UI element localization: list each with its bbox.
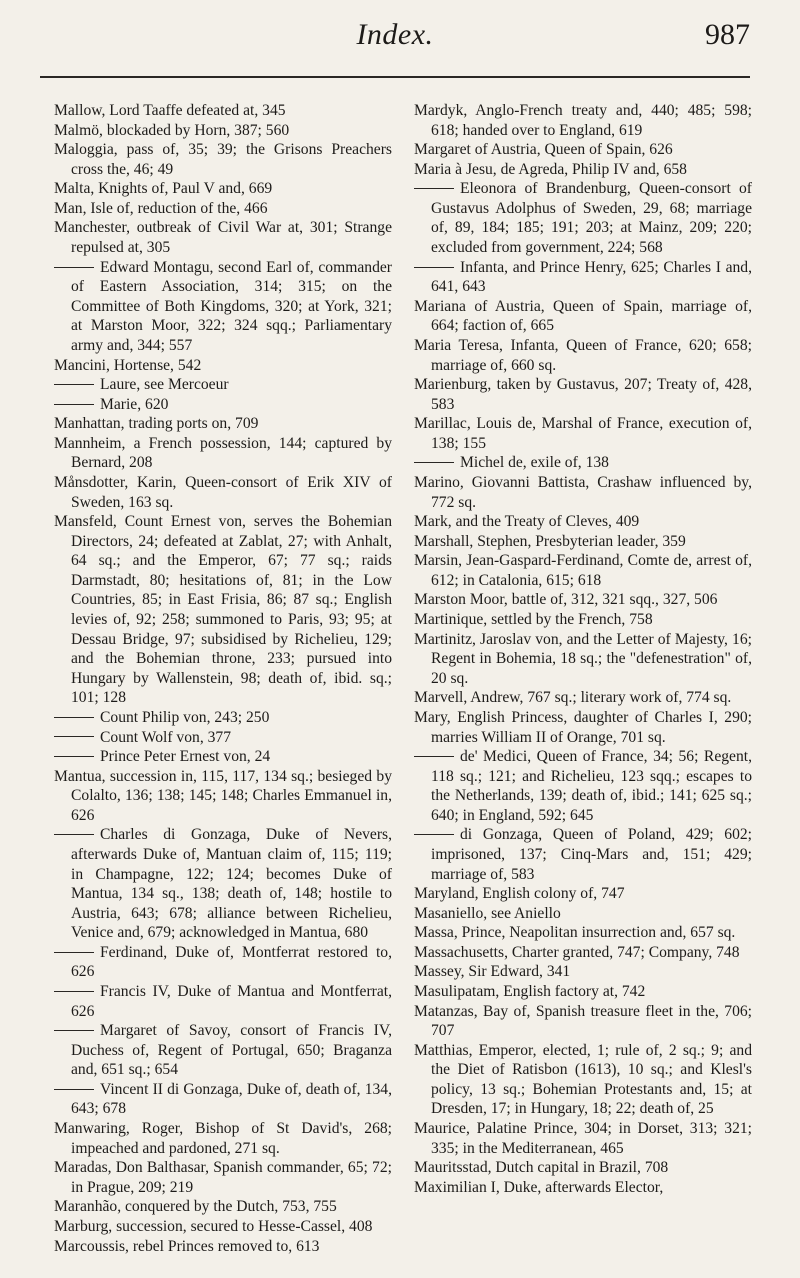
index-entry [414,688,752,708]
entry-text: Infanta, and Prince Henry, 625; Charles I and, 641, 643 [431,258,752,296]
repeat-dash [54,384,94,385]
page-number: 987 [705,18,750,51]
entry-text: Charles di Gonzaga, Duke of Nevers, afterwards Duke of, Mantuan claim of, 115; 119; in Champagne, 122; 124; becomes Duke of Mantua, 134 sq., 138; death of, 148; hostile to Austria, 643; 678; alliance between Richelieu, Venice and, 679; acknowledged in Mantua, 680 [71,826,392,942]
entry-text: Count Wolf von, 377 [100,728,232,746]
index-entry [414,1041,752,1119]
index-entry [54,179,392,199]
index-subentry [414,258,752,297]
entry-text: Count Philip von, 243; 250 [100,708,270,726]
index-subentry [54,375,392,395]
entry-text: Martinitz, Jaroslav von, and the Letter of Majesty, 16; Regent in Bohemia, 18 sq.; the "defenestration" of, 20 sq. [414,630,752,687]
index-entry [54,1197,392,1217]
index-entry [54,199,392,219]
page-title: Index. [356,18,434,51]
repeat-dash [54,717,94,718]
index-subentry [54,825,392,942]
entry-text: Månsdotter, Karin, Queen-consort of Erik XIV of Sweden, 163 sq. [54,473,392,511]
index-entry [414,982,752,1002]
entry-text: Marburg, succession, secured to Hesse-Cassel, 408 [54,1217,373,1235]
entry-text: Maryland, English colony of, 747 [414,885,625,903]
index-entry [414,473,752,512]
entry-text: Manwaring, Roger, Bishop of St David's, 268; impeached and pardoned, 271 sq. [54,1120,392,1157]
entry-text: de' Medici, Queen of France, 34; 56; Regent, 118 sq.; 121; and Richelieu, 123 sqq.; escapes to the Netherlands, 139; death of, ibid.; 141; 625 sq.; 640; in England, 592; 645 [431,748,752,824]
entry-text: Eleonora of Brandenburg, Queen-consort of Gustavus Adolphus of Sweden, 29, 68; marriage of, 89, 184; 185; 191; 203; at Mainz, 209; 220; excluded from government, 224; 568 [431,180,752,257]
entry-text: Mardyk, Anglo-French treaty and, 440; 485; 598; 618; handed over to England, 619 [414,102,752,139]
index-entry [54,140,392,179]
repeat-dash [54,1089,94,1090]
entry-text: Massey, Sir Edward, 341 [414,963,571,981]
repeat-dash [54,404,94,405]
repeat-dash [414,188,454,189]
index-subentry [54,943,392,982]
entry-text: Maximilian I, Duke, afterwards Elector, [414,1178,664,1196]
repeat-dash [54,1030,94,1031]
entry-text: di Gonzaga, Queen of Poland, 429; 602; imprisoned, 137; Cinq-Mars and, 151; 429; marriage of, 583 [431,826,752,883]
index-entry [414,943,752,963]
entry-text: Margaret of Austria, Queen of Spain, 626 [414,141,673,159]
repeat-dash [414,834,454,835]
entry-text: Marillac, Louis de, Marshal of France, execution of, 138; 155 [414,415,752,452]
entry-text: Mansfeld, Count Ernest von, serves the Bohemian Directors, 24; defeated at Zablat, 27; with Anhalt, 64 sq.; and the Emperor, 67; 77 sq.; raids Darmstadt, 80; hesitations of, 81; in the Low Countries, 85; in East Frisia, 86; 87 sq.; English levies of, 92; 258; summoned to Paris, 93; 95; at Dessau Bridge, 97; subsidised by Richelieu, 129; and the Bohemian throne, 233; pursued into Hungary by Wallenstein, 98; death of, ibid. sq.; 101; 128 [54,513,392,707]
index-column-right [414,101,752,1197]
index-column-left [54,101,392,1256]
index-entry [414,140,752,160]
entry-text: Edward Montagu, second Earl of, commander of Eastern Association, 314; 315; on the Committee of Both Kingdoms, 320; at York, 321; at Marston Moor, 322; 324 sqq.; Parliamentary army and, 344; 557 [71,258,392,354]
entry-text: Marienburg, taken by Gustavus, 207; Treaty of, 428, 583 [414,376,752,413]
entry-text: Maradas, Don Balthasar, Spanish commander, 65; 72; in Prague, 209; 219 [54,1159,392,1196]
entry-text: Mannheim, a French possession, 144; captured by Bernard, 208 [54,434,392,472]
index-entry [414,336,752,375]
header-rule [40,76,750,78]
repeat-dash [54,991,94,992]
index-entry [414,1158,752,1178]
entry-text: Mallow, Lord Taaffe defeated at, 345 [54,102,286,119]
index-entry [54,414,392,434]
index-subentry [54,395,392,415]
entry-text: Mary, English Princess, daughter of Charles I, 290; marries William II of Orange, 701 sq. [414,708,752,746]
index-subentry [54,728,392,748]
index-entry [414,532,752,552]
entry-text: Manhattan, trading ports on, 709 [54,415,259,433]
index-entry [54,121,392,141]
index-subentry [414,747,752,825]
index-entry [414,904,752,924]
index-entry [54,101,392,121]
entry-text: Maria Teresa, Infanta, Queen of France, 620; 658; marriage of, 660 sq. [414,336,752,374]
entry-text: Prince Peter Ernest von, 24 [100,748,271,766]
entry-text: Michel de, exile of, 138 [460,454,609,472]
index-entry [414,630,752,689]
entry-text: Maranhão, conquered by the Dutch, 753, 755 [54,1198,337,1216]
index-entry [414,962,752,982]
index-entry [54,356,392,376]
index-entry [54,767,392,826]
page-header [40,18,750,80]
index-entry [414,923,752,943]
entry-text: Matanzas, Bay of, Spanish treasure fleet in the, 706; 707 [414,1002,752,1040]
entry-text: Malta, Knights of, Paul V and, 669 [54,180,273,198]
entry-text: Mantua, succession in, 115, 117, 134 sq.; besieged by Colalto, 136; 138; 145; 148; Charles Emmanuel in, 626 [54,767,392,824]
entry-text: Mauritsstad, Dutch capital in Brazil, 708 [414,1159,669,1177]
index-entry [54,1119,392,1158]
index-entry [414,884,752,904]
index-subentry [54,708,392,728]
entry-text: Marvell, Andrew, 767 sq.; literary work of, 774 sq. [414,689,732,707]
repeat-dash [414,756,454,757]
index-entry [54,1217,392,1237]
index-entry [54,512,392,708]
repeat-dash [54,267,94,268]
index-subentry [54,1021,392,1080]
index-subentry [54,1080,392,1119]
entry-text: Mancini, Hortense, 542 [54,356,202,374]
index-entry [414,512,752,532]
index-entry [414,551,752,590]
index-entry [54,1158,392,1197]
index-entry [414,160,752,180]
entry-text: Matthias, Emperor, elected, 1; rule of, 2 sq.; 9; and the Diet of Ratisbon (1613), 10 sq.; and Klesl's policy, 13 sq.; Bohemian Protestants and, 15; at Dresden, 17; in Hungary, 18; 22; death of, 25 [414,1041,752,1118]
repeat-dash [54,834,94,835]
repeat-dash [414,267,454,268]
index-subentry [54,747,392,767]
index-entry [414,414,752,453]
repeat-dash [54,756,94,757]
index-entry [414,375,752,414]
entry-text: Vincent II di Gonzaga, Duke of, death of, 134, 643; 678 [71,1080,392,1118]
entry-text: Laure, see Mercoeur [100,376,229,394]
index-entry [414,101,752,140]
entry-text: Marie, 620 [100,395,169,413]
entry-text: Ferdinand, Duke of, Montferrat restored to, 626 [71,943,392,981]
entry-text: Marino, Giovanni Battista, Crashaw influenced by, 772 sq. [414,473,752,511]
entry-text: Manchester, outbreak of Civil War at, 301; Strange repulsed at, 305 [54,219,392,257]
index-entry [54,1237,392,1257]
index-subentry [414,825,752,884]
entry-text: Francis IV, Duke of Mantua and Montferrat, 626 [71,983,392,1020]
repeat-dash [54,736,94,737]
index-entry [414,708,752,747]
entry-text: Masulipatam, English factory at, 742 [414,983,646,1001]
entry-text: Malmö, blockaded by Horn, 387; 560 [54,121,290,139]
entry-text: Marsin, Jean-Gaspard-Ferdinand, Comte de, arrest of, 612; in Catalonia, 615; 618 [414,552,752,589]
index-entry [54,218,392,257]
entry-text: Margaret of Savoy, consort of Francis IV, Duchess of, Regent of Portugal, 650; Braganza and, 651 sq.; 654 [71,1022,392,1079]
index-entry [414,297,752,336]
index-entry [414,1002,752,1041]
index-entry [414,1178,752,1198]
entry-text: Martinique, settled by the French, 758 [414,611,653,629]
index-entry [414,1119,752,1158]
index-subentry [54,258,392,356]
repeat-dash [414,462,454,463]
index-entry [54,434,392,473]
entry-text: Marshall, Stephen, Presbyterian leader, 359 [414,532,686,550]
entry-text: Maurice, Palatine Prince, 304; in Dorset, 313; 321; 335; in the Mediterranean, 465 [414,1120,752,1157]
repeat-dash [54,952,94,953]
index-subentry [414,179,752,257]
entry-text: Marcoussis, rebel Princes removed to, 613 [54,1237,320,1255]
index-entry [54,473,392,512]
entry-text: Maloggia, pass of, 35; 39; the Grisons Preachers cross the, 46; 49 [54,141,392,178]
entry-text: Masaniello, see Aniello [414,904,561,922]
index-subentry [414,453,752,473]
entry-text: Massachusetts, Charter granted, 747; Company, 748 [414,943,740,961]
entry-text: Marston Moor, battle of, 312, 321 sqq., 327, 506 [414,591,718,609]
entry-text: Mariana of Austria, Queen of Spain, marriage of, 664; faction of, 665 [414,297,752,335]
entry-text: Maria à Jesu, de Agreda, Philip IV and, 658 [414,160,687,178]
index-subentry [54,982,392,1021]
entry-text: Man, Isle of, reduction of the, 466 [54,199,268,217]
index-entry [414,590,752,610]
entry-text: Mark, and the Treaty of Cleves, 409 [414,513,640,531]
entry-text: Massa, Prince, Neapolitan insurrection and, 657 sq. [414,924,736,942]
index-entry [414,610,752,630]
